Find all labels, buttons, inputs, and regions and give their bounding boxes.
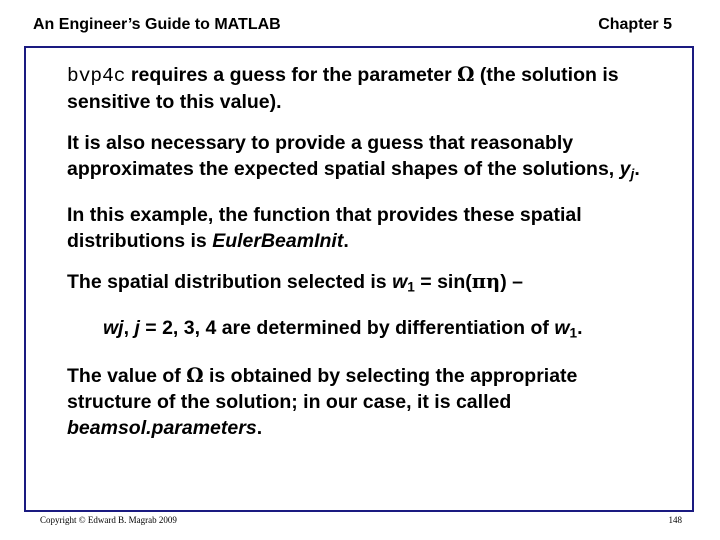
paragraph-guess: It is also necessary to provide a guess that reasonably approximates the expected spatial shapes of the solutions, $y_j$. xyxy=(67,132,640,182)
paragraph-bvp4c: bvp4c requires a guess for the parameter Ω (the solution is sensitive to this value). xyxy=(67,63,619,113)
book-title: An Engineer’s Guide to MATLAB xyxy=(33,16,281,33)
paragraph-omega-value: The value of Ω is obtained by selecting the appropriate structure of the solution; in our case, it is called beamsol.parameters. xyxy=(67,364,578,440)
var-wj: wj xyxy=(103,316,124,339)
parameters-ref: beamsol.parameters xyxy=(67,417,257,440)
eta-symbol: η xyxy=(486,270,501,294)
paragraph-function: In this example, the function that provides these spatial distributions is EulerBeamInit. xyxy=(67,204,582,253)
copyright-notice: Copyright © Edward B. Magrab 2009 xyxy=(40,515,177,525)
var-y: y xyxy=(619,158,631,180)
code-bvp4c: bvp4c xyxy=(67,65,126,87)
paragraph-distribution: The spatial distribution selected is $w_1 = \sin(\pi\eta)$ – xyxy=(67,270,523,295)
omega-symbol-2: Ω xyxy=(186,364,204,388)
function-name: EulerBeamInit xyxy=(212,230,344,253)
paragraph-derivatives: wj, j = 2, 3, 4 are determined by differentiation of $w_1$. xyxy=(103,316,583,341)
slide-content xyxy=(67,62,667,456)
var-w: w xyxy=(392,271,408,294)
page-number: 148 xyxy=(668,515,682,525)
chapter-label: Chapter 5 xyxy=(598,16,672,33)
pi-symbol: π xyxy=(471,270,487,294)
omega-symbol: Ω xyxy=(457,63,475,86)
